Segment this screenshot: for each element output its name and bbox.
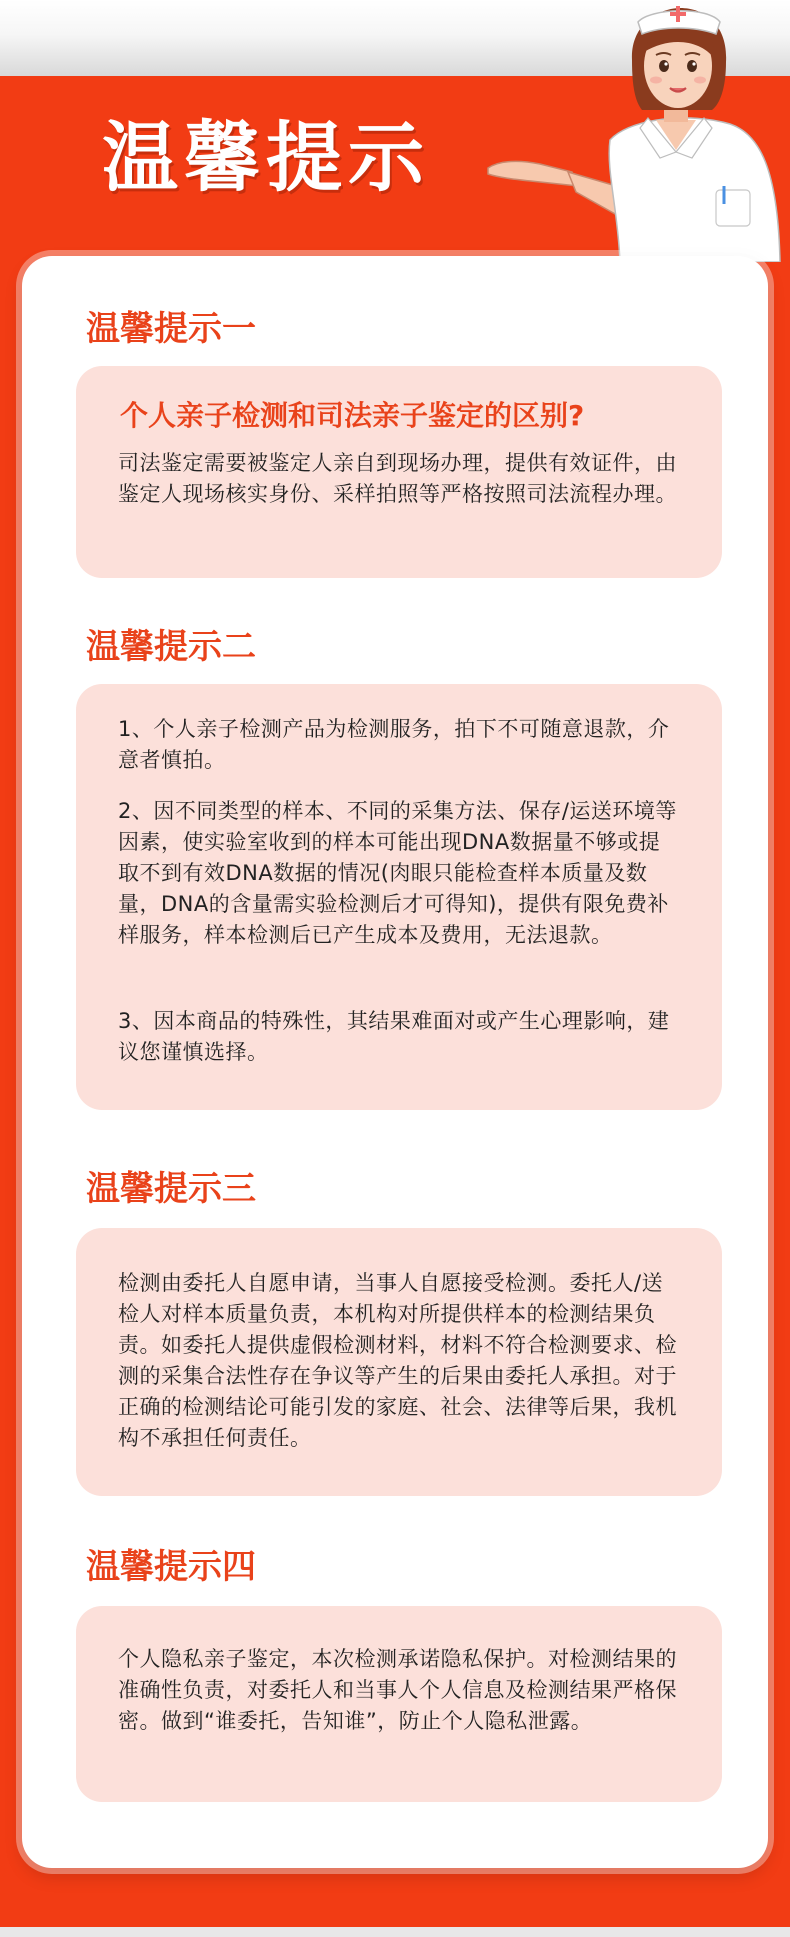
bottom-band: [0, 1927, 790, 1937]
card-section-3: [76, 1228, 722, 1496]
banner-title: 温馨提示: [102, 113, 430, 202]
section-heading-3: 温馨提示三: [86, 1169, 256, 1209]
section-heading-2: 温馨提示二: [86, 627, 256, 667]
paragraph-1-1: 司法鉴定需要被鉴定人亲自到现场办理，提供有效证件，由鉴定人现场核实身份、采样拍照等严格按照司法流程办理。: [118, 451, 677, 506]
paragraph-2-3: 3、因本商品的特殊性，其结果难面对或产生心理影响，建议您谨慎选择。: [118, 1009, 670, 1064]
nurse-illustration: [480, 0, 790, 262]
paragraph-2-1: 1、个人亲子检测产品为检测服务，拍下不可随意退款，介意者慎拍。: [118, 717, 670, 772]
card-section-2: [76, 684, 722, 1110]
card-title-1: 个人亲子检测和司法亲子鉴定的区别?: [120, 399, 585, 432]
card-section-4: [76, 1606, 722, 1802]
paragraph-4-1: 个人隐私亲子鉴定，本次检测承诺隐私保护。对检测结果的准确性负责，对委托人和当事人个人信息及检测结果严格保密。做到“谁委托，告知谁”，防止个人隐私泄露。: [118, 1647, 677, 1733]
paragraph-3-1: 检测由委托人自愿申请，当事人自愿接受检测。委托人/送检人对样本质量负责，本机构对所提供样本的检测结果负责。如委托人提供虚假检测材料，材料不符合检测要求、检测的采集合法性存在争议等产生的后果由委托人承担。对于正确的检测结论可能引发的家庭、社会、法律等后果，我机构不承担任何责任。: [118, 1271, 677, 1450]
card-section-1: [76, 366, 722, 578]
section-heading-4: 温馨提示四: [86, 1547, 256, 1587]
paragraph-2-2: 2、因不同类型的样本、不同的采集方法、保存/运送环境等因素，使实验室收到的样本可能出现DNA数据量不够或提取不到有效DNA数据的情况(肉眼只能检查样本质量及数量，DNA的含量需实验检测后才可得知)，提供有限免费补样服务，样本检测后已产生成本及费用，无法退款。: [118, 799, 677, 947]
section-heading-1: 温馨提示一: [86, 309, 256, 349]
